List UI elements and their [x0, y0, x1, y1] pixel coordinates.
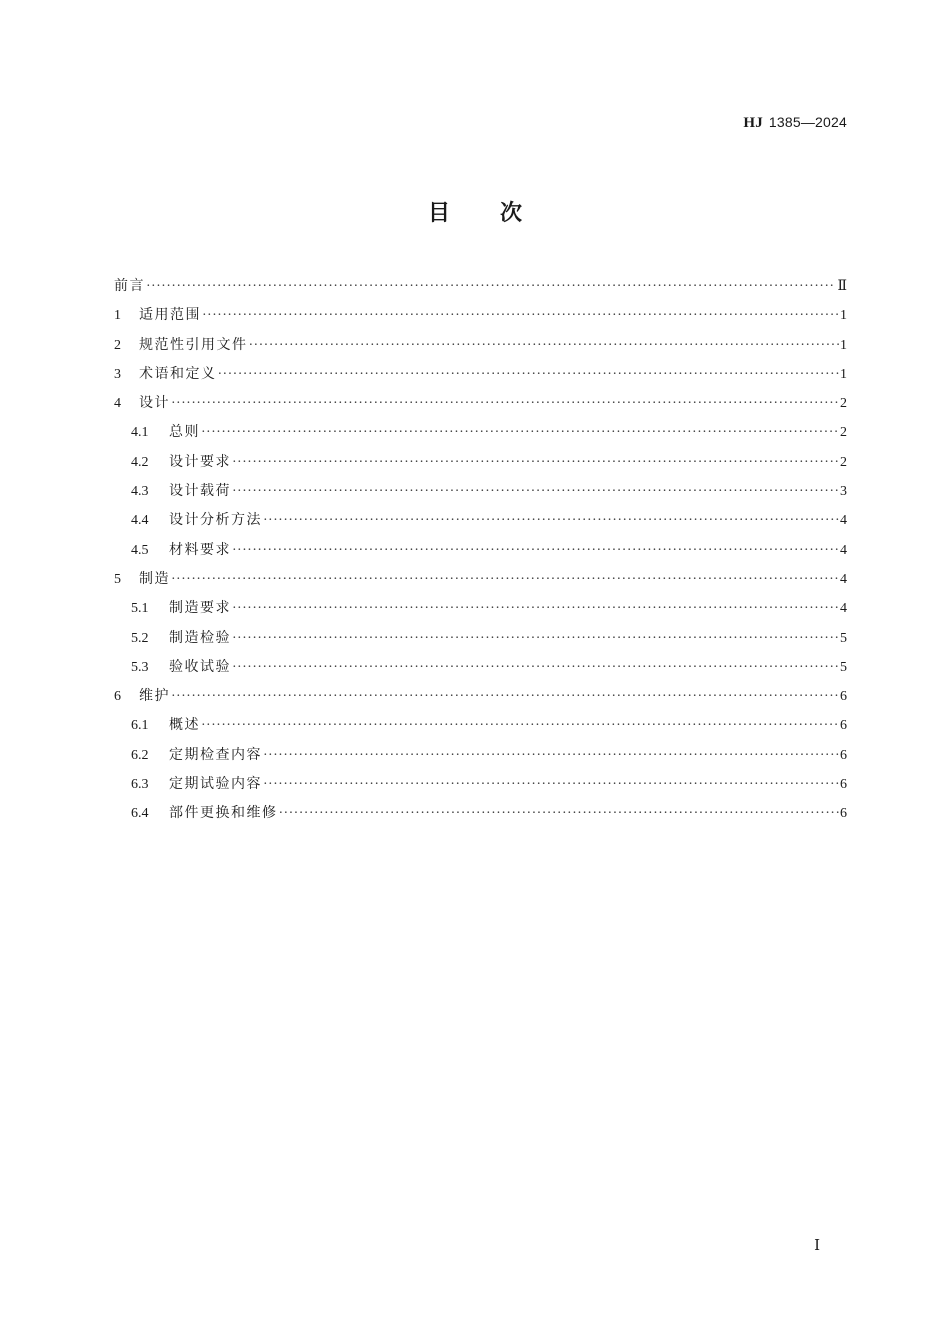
toc-entry-title: 总则 [169, 424, 200, 441]
toc-leader-dots [232, 477, 839, 506]
toc-leader-dots [171, 389, 839, 418]
toc-entry-page: 3 [840, 484, 847, 500]
toc-entry-number: 5 [114, 571, 121, 587]
toc-entry-number: 5.3 [131, 659, 149, 675]
toc-entry-page: 6 [840, 777, 847, 793]
toc-entry-page: Ⅱ [837, 279, 847, 294]
page-number: Ⅰ [814, 1238, 820, 1254]
toc-entry-title: 部件更换和维修 [169, 805, 278, 822]
toc-entry[interactable] [114, 799, 847, 828]
toc-entry-number: 6.1 [131, 718, 149, 734]
toc-entry[interactable] [114, 536, 847, 565]
toc-entry[interactable] [114, 360, 847, 389]
toc-entry[interactable] [114, 624, 847, 653]
toc-entry-title: 制造要求 [169, 600, 231, 617]
toc-entry[interactable] [114, 653, 847, 682]
toc-entry-page: 1 [840, 366, 847, 382]
toc-leader-dots [263, 741, 839, 770]
toc-leader-dots [232, 448, 839, 477]
toc-entry-title: 定期试验内容 [169, 776, 262, 793]
toc-entry-page: 6 [840, 747, 847, 763]
toc-entry[interactable] [114, 506, 847, 535]
toc-entry-title: 前言 [114, 278, 145, 294]
toc-entry-title: 制造 [139, 570, 170, 587]
toc-leader-dots [232, 536, 839, 565]
toc-entry-page: 6 [840, 806, 847, 822]
toc-entry[interactable] [114, 448, 847, 477]
toc-entry-number: 4 [114, 396, 121, 412]
toc-entry-number: 4.5 [131, 542, 149, 558]
page-title [0, 196, 950, 227]
toc-leader-dots [232, 624, 839, 653]
toc-entry-page: 1 [840, 308, 847, 324]
toc-leader-dots [232, 594, 839, 623]
toc-entry-title: 概述 [169, 717, 200, 734]
standard-code [743, 114, 847, 132]
toc-entry-page: 6 [840, 718, 847, 734]
toc-entry[interactable] [114, 301, 847, 330]
toc-entry-number: 4.2 [131, 454, 149, 470]
toc-entry[interactable] [114, 477, 847, 506]
toc-entry-title: 材料要求 [169, 541, 231, 558]
toc-entry-number: 3 [114, 366, 121, 382]
toc-entry-page: 4 [840, 542, 847, 558]
toc-leader-dots [201, 711, 839, 740]
toc-entry-page: 2 [840, 396, 847, 412]
toc-entry[interactable] [114, 711, 847, 740]
toc-leader-dots [202, 301, 839, 330]
toc-entry-title: 设计要求 [169, 453, 231, 470]
toc-leader-dots [263, 770, 839, 799]
toc-entry[interactable] [114, 331, 847, 360]
toc-entry-page: 5 [840, 630, 847, 646]
toc-entry-number: 6 [114, 689, 121, 705]
toc-entry-number: 6.3 [131, 777, 149, 793]
toc-entry-page: 4 [840, 571, 847, 587]
toc-entry-number: 5.1 [131, 601, 149, 617]
title-char-2: 次 [500, 201, 523, 226]
toc-entry[interactable] [114, 594, 847, 623]
toc-leader-dots [249, 331, 840, 360]
toc-leader-dots [171, 565, 839, 594]
toc-entry-title: 设计 [139, 395, 170, 412]
table-of-contents [114, 272, 847, 829]
toc-entry[interactable] [114, 389, 847, 418]
toc-leader-dots [232, 653, 839, 682]
toc-entry-title: 术语和定义 [139, 365, 217, 382]
toc-entry-title: 适用范围 [139, 307, 201, 324]
toc-entry-page: 6 [840, 689, 847, 705]
toc-leader-dots [201, 418, 839, 447]
toc-entry-number: 4.4 [131, 513, 149, 529]
toc-entry-page: 4 [840, 513, 847, 529]
toc-entry-page: 2 [840, 425, 847, 441]
standard-number: 1385—2024 [768, 114, 847, 130]
toc-entry-number: 2 [114, 337, 121, 353]
toc-entry[interactable] [114, 418, 847, 447]
title-char-1: 目 [427, 201, 450, 226]
toc-entry-title: 制造检验 [169, 629, 231, 646]
toc-leader-dots [171, 682, 839, 711]
toc-leader-dots [218, 360, 840, 389]
toc-entry[interactable] [114, 770, 847, 799]
toc-entry-title: 设计载荷 [169, 483, 231, 500]
toc-leader-dots [263, 506, 839, 535]
toc-entry[interactable] [114, 565, 847, 594]
toc-entry[interactable] [114, 741, 847, 770]
standard-prefix: HJ [743, 115, 763, 131]
toc-entry-title: 维护 [139, 688, 170, 705]
toc-entry-number: 4.1 [131, 425, 149, 441]
toc-entry-page: 5 [840, 659, 847, 675]
toc-entry[interactable] [114, 682, 847, 711]
toc-entry-page: 2 [840, 454, 847, 470]
toc-entry-title: 规范性引用文件 [139, 336, 248, 353]
toc-entry-title: 设计分析方法 [169, 512, 262, 529]
toc-leader-dots [279, 799, 840, 828]
toc-entry-number: 6.4 [131, 806, 149, 822]
toc-entry-number: 1 [114, 308, 121, 324]
toc-entry-number: 6.2 [131, 747, 149, 763]
toc-entry-title: 验收试验 [169, 658, 231, 675]
toc-entry[interactable] [114, 272, 847, 301]
toc-entry-page: 1 [840, 337, 847, 353]
toc-entry-number: 4.3 [131, 484, 149, 500]
toc-entry-title: 定期检查内容 [169, 746, 262, 763]
toc-entry-number: 5.2 [131, 630, 149, 646]
toc-leader-dots [146, 272, 836, 301]
toc-entry-page: 4 [840, 601, 847, 617]
